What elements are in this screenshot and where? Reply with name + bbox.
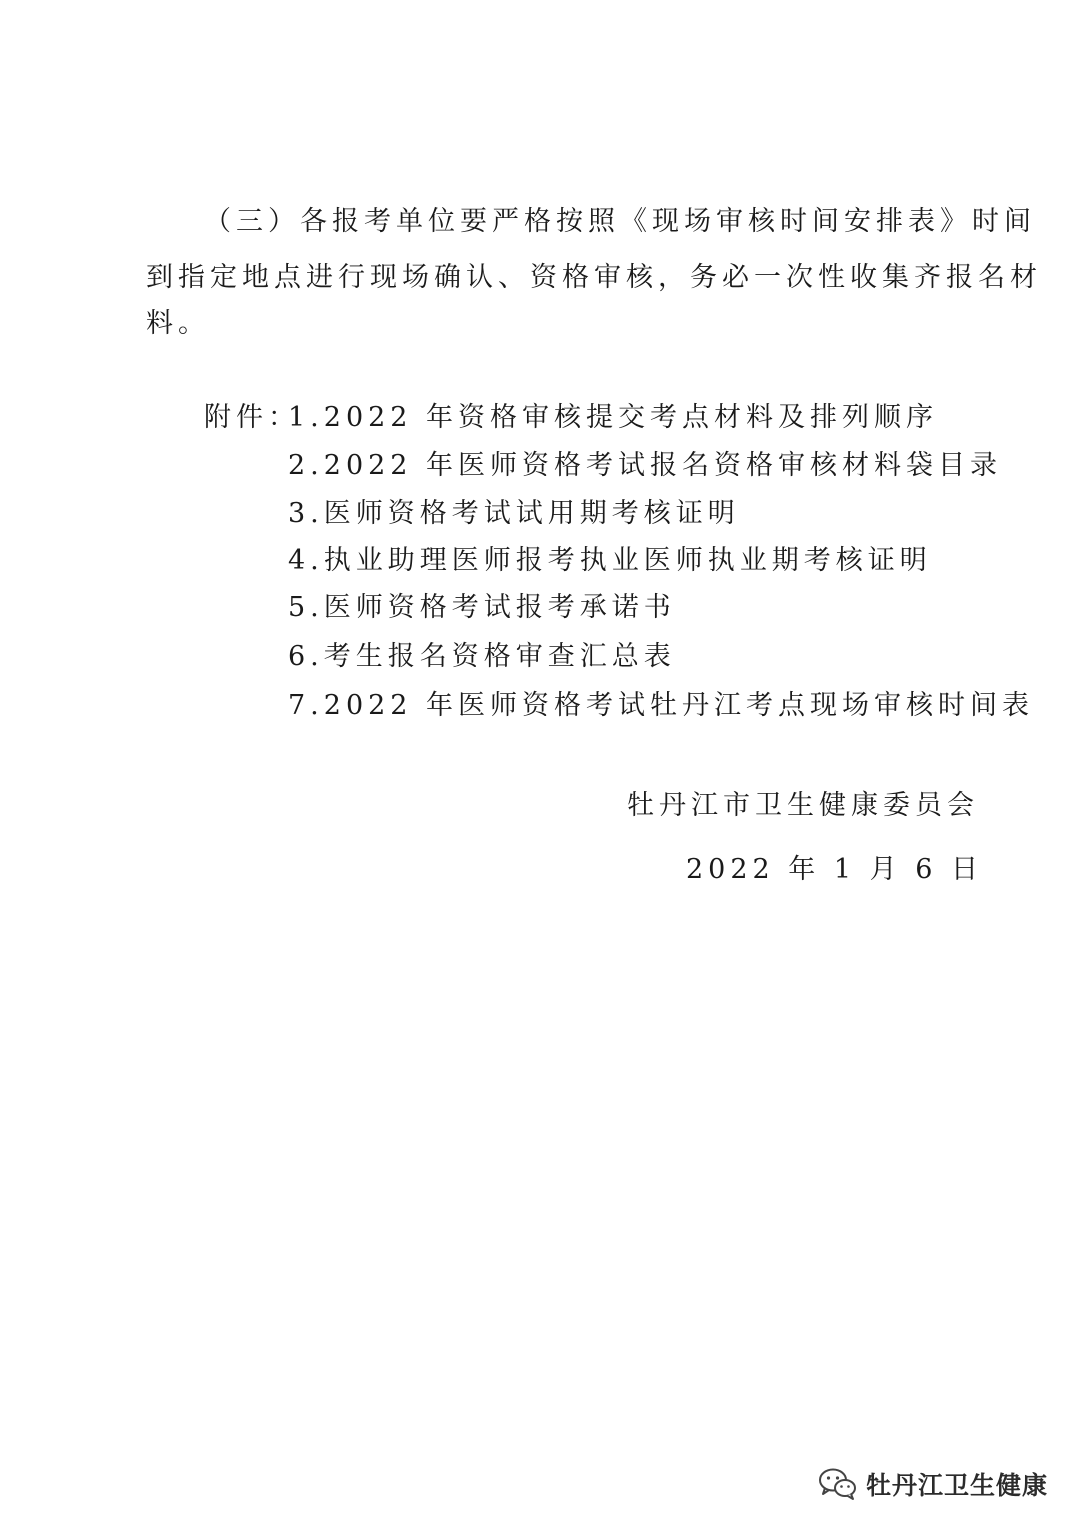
watermark — [818, 1464, 1048, 1504]
paragraph-line-3: 料。 — [146, 308, 210, 339]
attachment-item: 2.2022 年医师资格考试报名资格审核材料袋目录 — [288, 450, 1003, 481]
attachment-item: 3.医师资格考试试用期考核证明 — [288, 498, 740, 529]
paragraph-line-1: （三）各报考单位要严格按照《现场审核时间安排表》时间 — [204, 206, 1036, 237]
signature-date: 2022 年 1 月 6 日 — [686, 854, 983, 885]
attachment-item: 6.考生报名资格审查汇总表 — [288, 641, 676, 672]
attachment-item: 7.2022 年医师资格考试牡丹江考点现场审核时间表 — [288, 690, 1035, 721]
attachment-item: 4.执业助理医师报考执业医师执业期考核证明 — [288, 545, 932, 576]
signature-organization: 牡丹江市卫生健康委员会 — [627, 790, 979, 821]
attachments-label: 附件： — [204, 402, 300, 433]
attachment-item: 5.医师资格考试报考承诺书 — [288, 592, 676, 623]
watermark-text: 牡丹江卫生健康 — [866, 1471, 1049, 1500]
attachment-item: 1.2022 年资格审核提交考点材料及排列顺序 — [288, 402, 939, 433]
wechat-icon — [818, 1467, 858, 1501]
paragraph-line-2: 到指定地点进行现场确认、资格审核，务必一次性收集齐报名材 — [146, 262, 1042, 293]
